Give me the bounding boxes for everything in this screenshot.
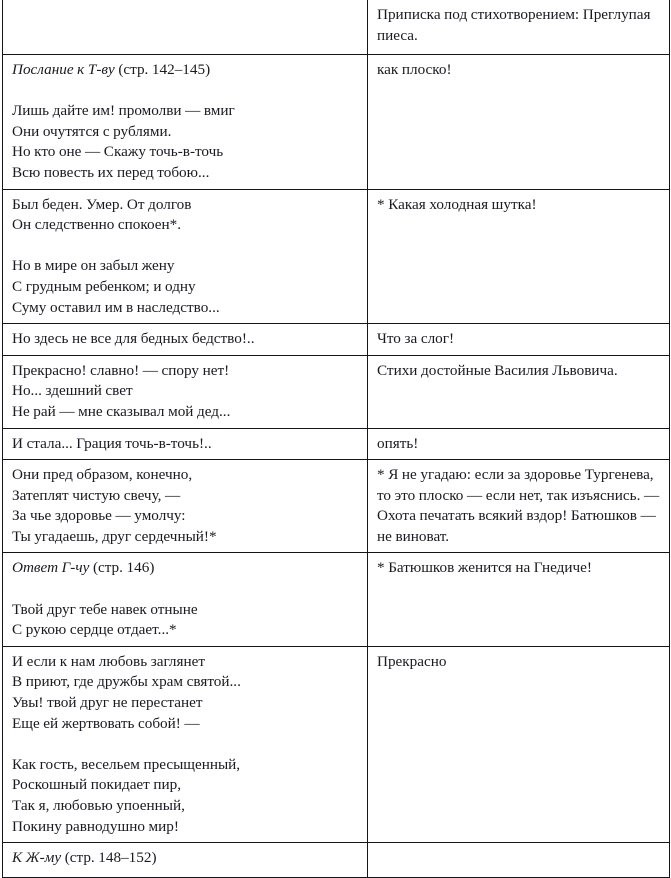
poem-title	[12, 60, 359, 81]
poem-line: И если к нам любовь заглянет	[12, 652, 205, 670]
note-cell	[368, 646, 670, 842]
poem-cell	[3, 843, 368, 878]
poem-title-page	[115, 61, 210, 78]
table-row	[3, 189, 670, 324]
note-text: Что за слог!	[377, 330, 455, 348]
note-cell	[368, 0, 670, 55]
poem-cell	[3, 324, 368, 356]
poem-line: Они пред образом, конечно,	[12, 466, 193, 484]
poem-line: Затеплят чистую свечу, —	[12, 486, 181, 504]
note-text: * Я не угадаю: если за здоровье Тургенева, то это плоско — если нет, так изъяснись. — Охота печатать всякий вздор! Батюшков — не виноват.	[377, 466, 660, 545]
note-text: Приписка под стихотворением: Преглупая пиеса.	[377, 6, 651, 44]
note-cell	[368, 428, 670, 460]
table-row	[3, 428, 670, 460]
note-cell	[368, 189, 670, 324]
poem-line: Роскошный покидает пир,	[12, 776, 182, 794]
poem-title-text: Послание к Т-ву	[12, 61, 115, 78]
table-row	[3, 355, 670, 428]
poem-line: Но в мире он забыл жену	[12, 257, 175, 275]
poem-line: Всю повесть их перед тобою...	[12, 163, 210, 181]
poem-line: Они очутятся с рублями.	[12, 122, 172, 140]
note-cell	[368, 843, 670, 878]
poem-title-page-text: (стр. 148–152)	[64, 849, 157, 867]
poem-title	[12, 848, 359, 869]
poem-cell	[3, 55, 368, 190]
poem-cell	[3, 428, 368, 460]
poem-line: Так я, любовью упоенный,	[12, 797, 185, 814]
note-text: как плоско!	[377, 61, 452, 78]
poem-title	[12, 558, 359, 579]
note-cell	[368, 355, 670, 428]
poem-line: Ты угадаешь, друг сердечный!*	[12, 527, 217, 545]
poem-cell	[3, 0, 368, 55]
poem-line: Лишь дайте им! промолви — вмиг	[12, 102, 235, 120]
poem-line: Не рай — мне сказывал мой дед...	[12, 402, 231, 420]
table-row	[3, 553, 670, 646]
poem-line: С рукою сердце отдает...*	[12, 621, 177, 639]
poem-line: Твой друг тебе навек отныне	[12, 600, 198, 618]
note-text: * Какая холодная шутка!	[377, 195, 537, 213]
note-cell	[368, 460, 670, 553]
note-text: Стихи достойные Василия Львовича.	[377, 361, 618, 379]
note-cell	[368, 324, 670, 356]
poem-line	[12, 236, 359, 257]
table-row	[3, 0, 670, 55]
poem-cell	[3, 355, 368, 428]
poem-line: Еще ей жертвовать собой! —	[12, 714, 200, 732]
poem-cell	[3, 460, 368, 553]
poem-line: В приют, где дружбы храм святой...	[12, 673, 241, 691]
poem-line: И стала... Грация точь-в-точь!..	[12, 434, 212, 452]
table-row	[3, 55, 670, 190]
poem-line: Но здесь не все для бедных бедство!..	[12, 330, 255, 348]
poem-line: С грудным ребенком; и одну	[12, 277, 196, 295]
poem-title-page-text: (стр. 146)	[92, 559, 155, 577]
note-text: Прекрасно	[377, 652, 447, 670]
table-row	[3, 460, 670, 553]
poem-line: Он следственно спокоен*.	[12, 216, 182, 234]
poem-title-page	[61, 849, 156, 866]
poem-line: Суму оставил им в наследство...	[12, 298, 220, 316]
poem-line: За чье здоровье — умолчу:	[12, 507, 186, 525]
poem-line	[12, 81, 359, 102]
table-row	[3, 843, 670, 878]
poem-title-page-text: (стр. 142–145)	[118, 61, 211, 78]
poem-line: Прекрасно! славно! — спору нет!	[12, 361, 230, 379]
poem-cell	[3, 646, 368, 842]
poem-annotation-table	[2, 0, 670, 878]
poem-title-page	[89, 559, 154, 576]
poem-line: Как гость, весельем пресыщенный,	[12, 755, 241, 773]
poem-line: Но... здешний свет	[12, 382, 133, 400]
poem-line: Увы! твой друг не перестанет	[12, 694, 203, 712]
table-row	[3, 324, 670, 356]
table-row	[3, 646, 670, 842]
note-cell	[368, 553, 670, 646]
poem-line	[12, 579, 359, 600]
note-text: опять!	[377, 434, 419, 452]
poem-title-text: Ответ Г-чу	[12, 559, 90, 577]
poem-line: Но кто оне — Скажу точь-в-точь	[12, 143, 224, 161]
poem-line	[12, 734, 359, 755]
note-cell	[368, 55, 670, 190]
poem-line: Был беден. Умер. От долгов	[12, 195, 192, 213]
poem-cell	[3, 189, 368, 324]
poem-line: Покину равнодушно мир!	[12, 817, 179, 835]
poem-cell	[3, 553, 368, 646]
table-body	[3, 0, 670, 878]
note-text: * Батюшков женится на Гнедиче!	[377, 559, 592, 577]
poem-title-text: К Ж-му	[12, 849, 62, 867]
